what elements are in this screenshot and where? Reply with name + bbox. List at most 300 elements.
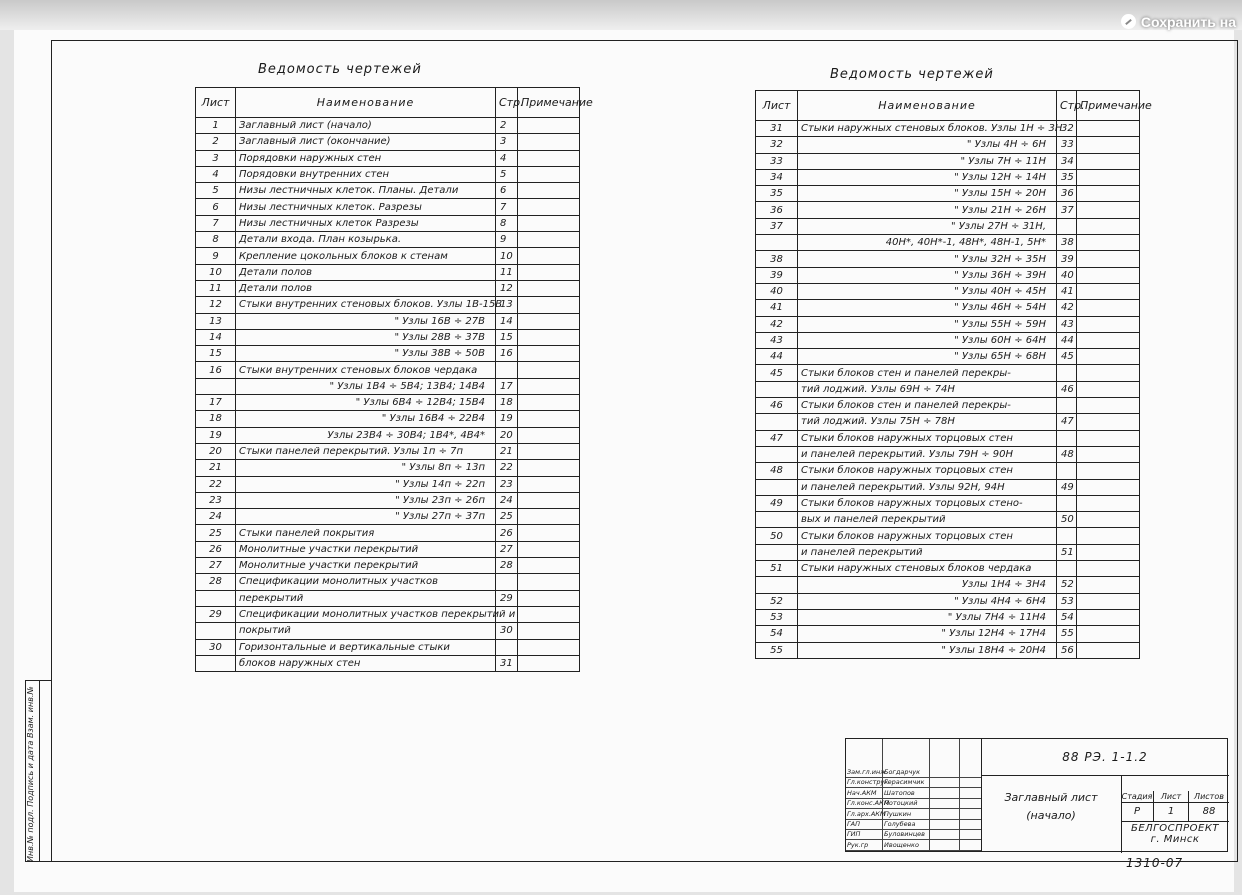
save-to-label: Сохранить на	[1140, 14, 1236, 30]
page-number-cell: 6	[496, 183, 518, 199]
sheet-number-cell: 25	[196, 525, 236, 541]
sheet-title-cell: Крепление цокольных блоков к стенам	[236, 248, 496, 264]
sheet-title-cell: Детали полов	[236, 264, 496, 280]
sheet-number-cell: 21	[196, 460, 236, 476]
note-cell	[1077, 544, 1140, 560]
sheet-title-cell: Низы лестничных клеток Разрезы	[236, 215, 496, 231]
note-cell	[518, 199, 580, 215]
organization-name: БЕЛГОСПРОЕКТ	[1130, 823, 1220, 834]
table-row	[756, 528, 1140, 544]
sheet-number-cell: 15	[196, 346, 236, 362]
sheet-number-cell: 54	[756, 626, 798, 642]
page-number-cell	[1057, 398, 1077, 414]
table-row	[756, 186, 1140, 202]
page-number-cell: 56	[1057, 642, 1077, 658]
page-number-cell	[1057, 430, 1077, 446]
sheet-title-cell: тий лоджий. Узлы 75Н ÷ 78Н	[798, 414, 1057, 430]
sheet-number-cell: 36	[756, 202, 798, 218]
sheet-number-cell: 33	[756, 153, 798, 169]
table-row	[756, 495, 1140, 511]
note-cell	[1077, 218, 1140, 234]
sheet-number-cell: 43	[756, 332, 798, 348]
page-number-cell: 17	[496, 378, 518, 394]
table-row	[196, 297, 580, 313]
page-number-cell: 47	[1057, 414, 1077, 430]
table-row	[756, 626, 1140, 642]
sheet-title-cell: " Узлы 6В4 ÷ 12В4; 15В4	[236, 395, 496, 411]
page-number-cell	[1057, 365, 1077, 381]
sheet-title-cell: и панелей перекрытий. Узлы 92Н, 94Н	[798, 479, 1057, 495]
sheet-number-cell: 32	[756, 137, 798, 153]
note-cell	[518, 606, 580, 622]
table-row	[196, 525, 580, 541]
signature-role: Гл.конструк	[847, 778, 889, 787]
table-row	[756, 267, 1140, 283]
table-row	[756, 202, 1140, 218]
page-number-cell: 39	[1057, 251, 1077, 267]
table-row	[196, 166, 580, 182]
sheet-number-cell: 13	[196, 313, 236, 329]
drawing-sheet	[14, 30, 1234, 892]
sheet-number-cell: 24	[196, 509, 236, 525]
table-row	[756, 153, 1140, 169]
viewer-top-band	[0, 0, 1242, 30]
page-number-cell: 51	[1057, 544, 1077, 560]
sheet-title-cell: " Узлы 4Н ÷ 6Н	[798, 137, 1057, 153]
sheet-title-cell: Стыки панелей перекрытий. Узлы 1п ÷ 7п	[236, 443, 496, 459]
note-cell	[1077, 463, 1140, 479]
sheet-number-cell	[756, 446, 798, 462]
note-cell	[1077, 251, 1140, 267]
sheet-title-cell: перекрытий	[236, 590, 496, 606]
note-cell	[1077, 446, 1140, 462]
sheet-number-cell	[756, 479, 798, 495]
page-number-cell: 4	[496, 150, 518, 166]
note-cell	[518, 623, 580, 639]
sheet-number-cell: 50	[756, 528, 798, 544]
col-name-header: Наименование	[236, 88, 496, 118]
signature-row	[846, 788, 981, 799]
sheet-title-cell: Стыки блоков наружных торцовых стен	[798, 430, 1057, 446]
sheet-number-cell: 18	[196, 411, 236, 427]
table-row	[196, 183, 580, 199]
sheet-title-cell: Горизонтальные и вертикальные стыки	[236, 639, 496, 655]
page-number-cell: 52	[1057, 577, 1077, 593]
right-drawings-list	[755, 90, 1152, 659]
page-number-cell: 19	[496, 411, 518, 427]
page-number-cell: 29	[496, 590, 518, 606]
note-cell	[518, 134, 580, 150]
table-row	[756, 479, 1140, 495]
note-cell	[1077, 137, 1140, 153]
note-cell	[1077, 528, 1140, 544]
page-number-cell: 11	[496, 264, 518, 280]
note-cell	[518, 362, 580, 378]
note-cell	[518, 525, 580, 541]
sheet-title-cell: Стыки блоков наружных торцовых стено-	[798, 495, 1057, 511]
sheet-number-cell: 26	[196, 541, 236, 557]
signature-name: Герасимчик	[884, 778, 925, 787]
sheet-number-cell: 40	[756, 283, 798, 299]
note-cell	[1077, 381, 1140, 397]
drawing-number: 1310-07	[1126, 856, 1184, 870]
page-number-cell: 12	[496, 280, 518, 296]
page-number-cell: 49	[1057, 479, 1077, 495]
note-cell	[518, 297, 580, 313]
signature-name: Ивощенко	[884, 840, 919, 849]
sheet-title-cell: " Узлы 15Н ÷ 20Н	[798, 186, 1057, 202]
page-number-cell	[496, 639, 518, 655]
table-row	[196, 476, 580, 492]
sheet-number-cell: 35	[756, 186, 798, 202]
table-row	[756, 365, 1140, 381]
table-row	[196, 313, 580, 329]
sheet-title-cell: Стыки панелей покрытия	[236, 525, 496, 541]
signature-name: Богдарчук	[884, 768, 921, 776]
note-cell	[1077, 332, 1140, 348]
sheet-name-line-1: Заглавный лист	[1004, 791, 1098, 804]
table-row	[196, 150, 580, 166]
page-number-cell: 53	[1057, 593, 1077, 609]
note-cell	[1077, 561, 1140, 577]
sheet-number-cell: 2	[196, 134, 236, 150]
page-number-cell: 44	[1057, 332, 1077, 348]
table-row	[196, 492, 580, 508]
note-cell	[518, 574, 580, 590]
left-table-title: Ведомость чертежей	[258, 62, 422, 77]
col-name-header: Наименование	[798, 91, 1057, 121]
sheet-title-cell: " Узлы 7Н4 ÷ 11Н4	[798, 609, 1057, 625]
page-number-cell: 32	[1057, 121, 1077, 137]
note-cell	[1077, 495, 1140, 511]
note-cell	[518, 166, 580, 182]
note-cell	[518, 248, 580, 264]
sheets-label: Листов	[1189, 791, 1229, 803]
page-number-cell: 50	[1057, 512, 1077, 528]
page-number-cell: 22	[496, 460, 518, 476]
sheet-title-cell: " Узлы 18Н4 ÷ 20Н4	[798, 642, 1057, 658]
note-cell	[518, 492, 580, 508]
sheet-number-cell: 46	[756, 398, 798, 414]
sheet-title-cell: и панелей перекрытий	[798, 544, 1057, 560]
page-number-cell: 33	[1057, 137, 1077, 153]
table-row	[196, 655, 580, 671]
note-cell	[1077, 153, 1140, 169]
sheets-value: 88	[1189, 802, 1229, 822]
page-number-cell	[1057, 528, 1077, 544]
sheet-title-cell: " Узлы 23п ÷ 26п	[236, 492, 496, 508]
sheet-number-cell	[196, 655, 236, 671]
sheet-number-cell: 11	[196, 280, 236, 296]
page-number-cell	[496, 362, 518, 378]
sheet-number-cell	[756, 512, 798, 528]
table-row	[196, 215, 580, 231]
table-row	[756, 235, 1140, 251]
note-cell	[518, 378, 580, 394]
sheet-title-cell: Заглавный лист (начало)	[236, 118, 496, 134]
sheet-number-cell: 3	[196, 150, 236, 166]
sheet-title-cell: Стыки внутренних стеновых блоков чердака	[236, 362, 496, 378]
signature-role: ГАП	[847, 820, 860, 828]
signature-row	[846, 798, 981, 809]
table-row	[196, 606, 580, 622]
table-row	[196, 395, 580, 411]
share-icon	[1121, 14, 1136, 29]
table-row	[196, 460, 580, 476]
signature-role: Рук.гр	[847, 840, 869, 849]
table-row	[756, 398, 1140, 414]
sheet-number-cell: 52	[756, 593, 798, 609]
sheet-title-cell: Стыки наружных стеновых блоков чердака	[798, 561, 1057, 577]
organization-city: г. Минск	[1150, 834, 1200, 845]
page-number-cell	[496, 574, 518, 590]
save-to-button[interactable]	[1117, 9, 1242, 35]
sheet-label: Лист	[1154, 791, 1189, 803]
table-row	[756, 169, 1140, 185]
note-cell	[518, 427, 580, 443]
sheet-title-cell: " Узлы 65Н ÷ 68Н	[798, 349, 1057, 365]
sheet-title-cell: вых и панелей перекрытий	[798, 512, 1057, 528]
table-row	[196, 232, 580, 248]
sheet-name-line-2: (начало)	[1026, 809, 1076, 822]
sheet-number-cell: 39	[756, 267, 798, 283]
sheet-title-cell: Порядовки наружных стен	[236, 150, 496, 166]
sheet-title-cell: " Узлы 36Н ÷ 39Н	[798, 267, 1057, 283]
sheet-title-cell: " Узлы 27Н ÷ 31Н,	[798, 218, 1057, 234]
note-cell	[1077, 609, 1140, 625]
sheet-title-cell: " Узлы 7Н ÷ 11Н	[798, 153, 1057, 169]
stage-value: Р	[1121, 802, 1154, 822]
stage-box	[1121, 791, 1229, 821]
sheet-title-cell: Монолитные участки перекрытий	[236, 558, 496, 574]
sheet-number-cell: 31	[756, 121, 798, 137]
page-number-cell: 24	[496, 492, 518, 508]
note-cell	[1077, 365, 1140, 381]
note-cell	[518, 118, 580, 134]
sheet-title-cell: " Узлы 21Н ÷ 26Н	[798, 202, 1057, 218]
note-cell	[1077, 479, 1140, 495]
note-cell	[1077, 283, 1140, 299]
table-row	[196, 509, 580, 525]
signature-role: ГИП	[847, 830, 861, 839]
sheet-title-cell: Стыки наружных стеновых блоков. Узлы 1Н ÷ 3Н	[798, 121, 1057, 137]
sheet-title-cell: " Узлы 14п ÷ 22п	[236, 476, 496, 492]
table-row	[756, 593, 1140, 609]
table-row	[756, 381, 1140, 397]
page-number-cell: 8	[496, 215, 518, 231]
note-cell	[1077, 169, 1140, 185]
note-cell	[518, 183, 580, 199]
page-number-cell: 9	[496, 232, 518, 248]
table-row	[756, 446, 1140, 462]
sheet-title-cell: " Узлы 1В4 ÷ 5В4; 13В4; 14В4	[236, 378, 496, 394]
col-page-header: Стр.	[1057, 91, 1077, 121]
note-cell	[1077, 593, 1140, 609]
page-number-cell: 5	[496, 166, 518, 182]
sheet-number-cell: 49	[756, 495, 798, 511]
note-cell	[518, 346, 580, 362]
sheet-number-cell: 9	[196, 248, 236, 264]
table-row	[196, 623, 580, 639]
sheet-number-cell: 53	[756, 609, 798, 625]
sheet-title-cell: Стыки блоков стен и панелей перекры-	[798, 365, 1057, 381]
table-row	[196, 329, 580, 345]
page-number-cell	[1057, 495, 1077, 511]
sheet-title-cell: " Узлы 46Н ÷ 54Н	[798, 300, 1057, 316]
sheet-number-cell: 51	[756, 561, 798, 577]
table-row	[756, 137, 1140, 153]
note-cell	[1077, 186, 1140, 202]
sheet-number-cell	[756, 544, 798, 560]
stage-label: Стадия	[1121, 792, 1153, 801]
signature-row	[846, 777, 981, 788]
signature-row	[846, 840, 981, 851]
sheet-title-cell: " Узлы 4Н4 ÷ 6Н4	[798, 593, 1057, 609]
table-row	[756, 316, 1140, 332]
table-row	[756, 283, 1140, 299]
sheet-number-cell: 29	[196, 606, 236, 622]
note-cell	[1077, 235, 1140, 251]
table-row	[196, 574, 580, 590]
table-row	[756, 577, 1140, 593]
title-block	[845, 738, 1228, 852]
table-row	[196, 199, 580, 215]
sheet-number-cell: 30	[196, 639, 236, 655]
page-number-cell: 48	[1057, 446, 1077, 462]
table-row	[756, 218, 1140, 234]
signature-role: Гл.арх.АКМ	[847, 809, 886, 818]
note-cell	[518, 558, 580, 574]
note-cell	[1077, 626, 1140, 642]
sheet-number-cell: 38	[756, 251, 798, 267]
page-number-cell: 27	[496, 541, 518, 557]
table-row	[756, 561, 1140, 577]
note-cell	[518, 639, 580, 655]
page-number-cell: 10	[496, 248, 518, 264]
sheet-number-cell: 45	[756, 365, 798, 381]
page-number-cell: 3	[496, 134, 518, 150]
sheet-number-cell: 37	[756, 218, 798, 234]
sheet-title-cell: блоков наружных стен	[236, 655, 496, 671]
note-cell	[518, 313, 580, 329]
sheet-number-cell: 17	[196, 395, 236, 411]
sheet-title-cell: " Узлы 27п ÷ 37п	[236, 509, 496, 525]
col-sheet-header: Лист	[196, 88, 236, 118]
table-row	[756, 544, 1140, 560]
note-cell	[518, 476, 580, 492]
sheet-value: 1	[1154, 802, 1189, 822]
note-cell	[518, 443, 580, 459]
col-note-header: Примечание	[518, 88, 580, 118]
sheet-title-cell: Спецификации монолитных участков	[236, 574, 496, 590]
sheet-number-cell	[756, 414, 798, 430]
note-cell	[1077, 430, 1140, 446]
note-cell	[1077, 642, 1140, 658]
page-number-cell: 54	[1057, 609, 1077, 625]
signature-row	[846, 767, 981, 778]
note-cell	[1077, 316, 1140, 332]
note-cell	[518, 264, 580, 280]
table-row	[196, 411, 580, 427]
page-number-cell: 36	[1057, 186, 1077, 202]
note-cell	[1077, 398, 1140, 414]
note-cell	[1077, 267, 1140, 283]
table-row	[756, 430, 1140, 446]
sheet-title-cell: Стыки блоков стен и панелей перекры-	[798, 398, 1057, 414]
table-row	[196, 639, 580, 655]
signature-name: Буловинцев	[884, 830, 925, 839]
note-cell	[518, 395, 580, 411]
document-code: 88 РЭ. 1-1.2	[981, 739, 1229, 776]
page-number-cell: 18	[496, 395, 518, 411]
table-row	[756, 414, 1140, 430]
table-row	[756, 332, 1140, 348]
note-cell	[1077, 512, 1140, 528]
table-row	[196, 280, 580, 296]
signature-area	[846, 739, 982, 851]
sheet-title-cell: Низы лестничных клеток. Разрезы	[236, 199, 496, 215]
signature-name: Пушкин	[884, 809, 912, 818]
sheet-title-cell: Заглавный лист (окончание)	[236, 134, 496, 150]
sheet-number-cell: 44	[756, 349, 798, 365]
note-cell	[518, 655, 580, 671]
table-row	[756, 512, 1140, 528]
sheet-title-cell: " Узлы 38В ÷ 50В	[236, 346, 496, 362]
sheet-number-cell: 28	[196, 574, 236, 590]
table-row	[756, 349, 1140, 365]
table-row	[196, 378, 580, 394]
table-row	[756, 642, 1140, 658]
page-number-cell	[1057, 463, 1077, 479]
sheet-title-cell: " Узлы 16В4 ÷ 22В4	[236, 411, 496, 427]
sheet-number-cell	[756, 577, 798, 593]
page-number-cell: 46	[1057, 381, 1077, 397]
page-number-cell: 45	[1057, 349, 1077, 365]
page-number-cell: 23	[496, 476, 518, 492]
sheet-number-cell	[196, 590, 236, 606]
sheet-number-cell: 23	[196, 492, 236, 508]
note-cell	[518, 280, 580, 296]
table-row	[196, 427, 580, 443]
table-row	[196, 134, 580, 150]
sheet-title-cell: " Узлы 28В ÷ 37В	[236, 329, 496, 345]
note-cell	[518, 215, 580, 231]
table-row	[196, 346, 580, 362]
left-drawings-list	[195, 87, 593, 672]
table-row	[196, 362, 580, 378]
sheet-number-cell: 14	[196, 329, 236, 345]
sheet-number-cell: 47	[756, 430, 798, 446]
signature-role: Зам.гл.инж	[847, 768, 887, 776]
table-row	[196, 541, 580, 557]
sheet-number-cell: 55	[756, 642, 798, 658]
page-number-cell: 38	[1057, 235, 1077, 251]
sheet-title-cell: " Узлы 16В ÷ 27В	[236, 313, 496, 329]
sheet-title-cell: 40Н*, 40Н*-1, 48Н*, 48Н-1, 5Н*	[798, 235, 1057, 251]
note-cell	[518, 150, 580, 166]
table-row	[196, 248, 580, 264]
sheet-title-cell: Узлы 1Н4 ÷ 3Н4	[798, 577, 1057, 593]
col-note-header: Примечание	[1077, 91, 1140, 121]
table-row	[196, 558, 580, 574]
right-table-title: Ведомость чертежей	[830, 67, 994, 82]
col-sheet-header: Лист	[756, 91, 798, 121]
sheet-title-cell: " Узлы 12Н ÷ 14Н	[798, 169, 1057, 185]
sheet-title-cell: Порядовки внутренних стен	[236, 166, 496, 182]
note-cell	[518, 590, 580, 606]
sheet-number-cell: 10	[196, 264, 236, 280]
sheet-number-cell: 16	[196, 362, 236, 378]
